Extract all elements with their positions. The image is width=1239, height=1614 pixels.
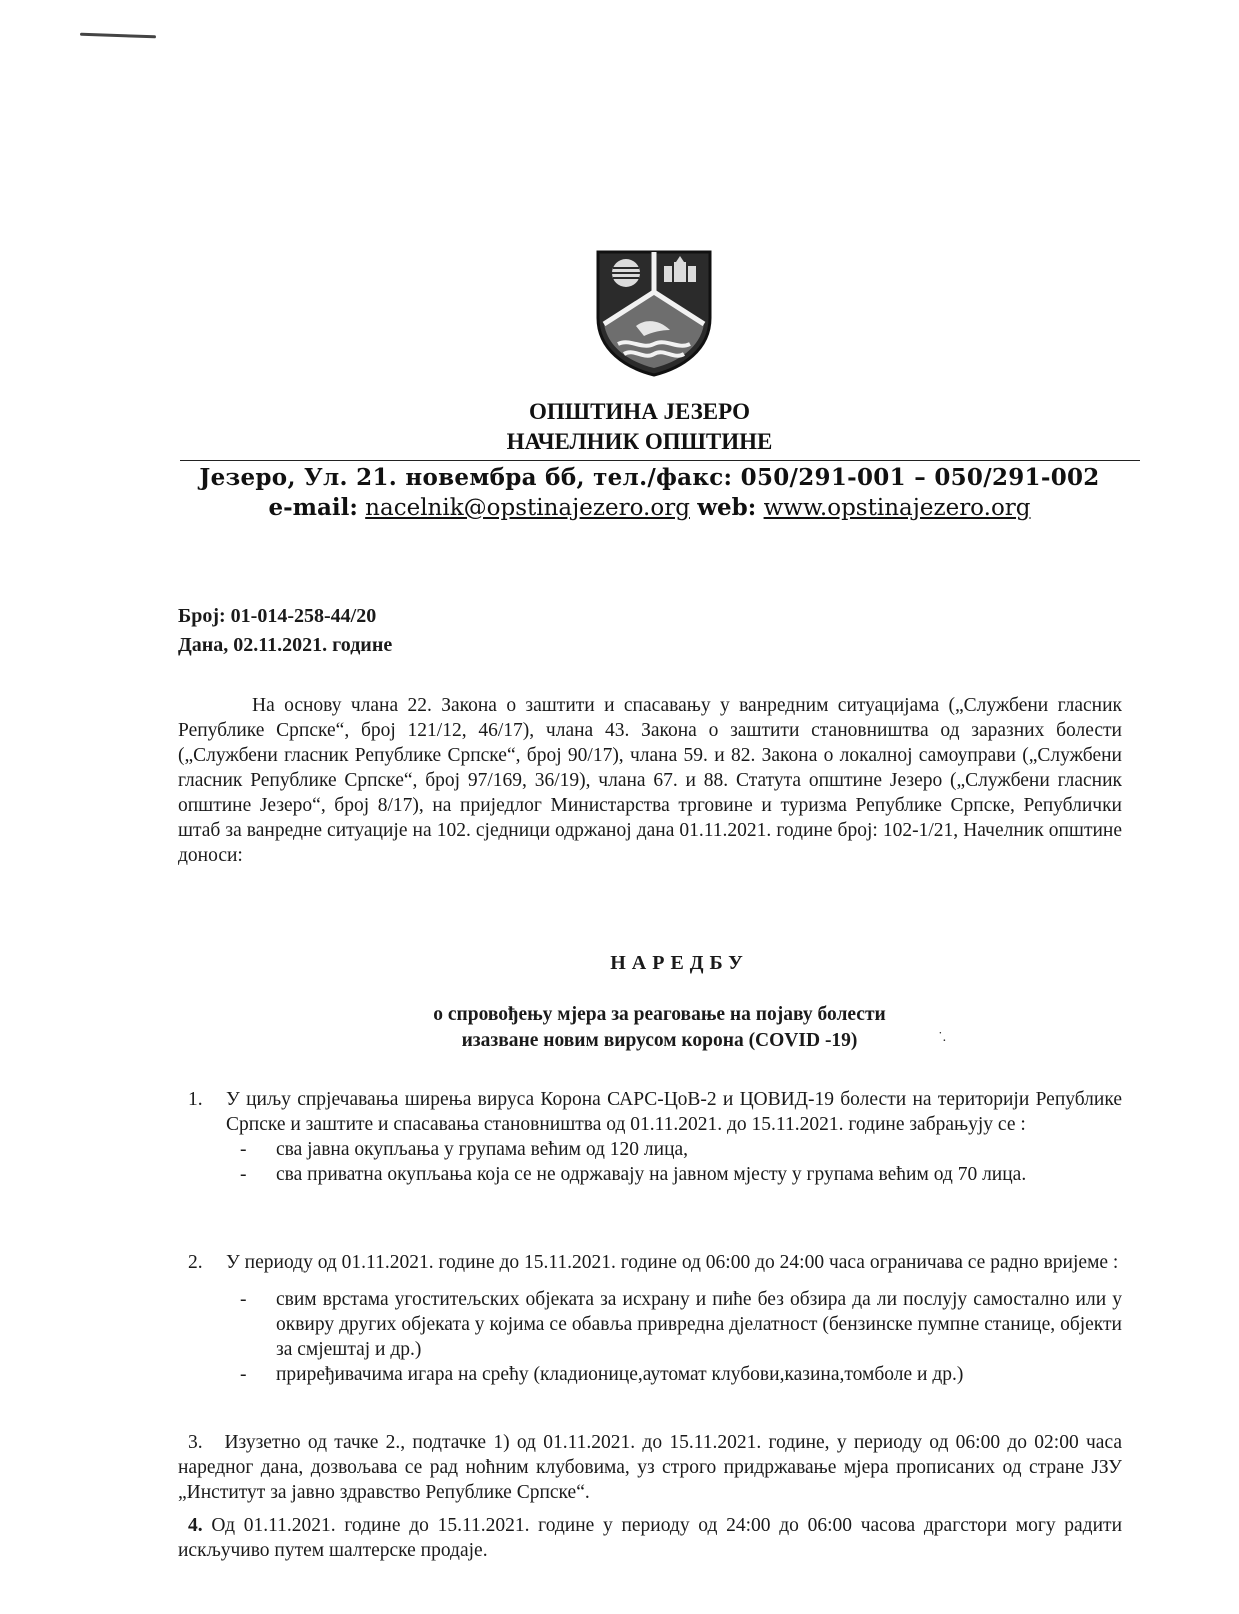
web-label: web: xyxy=(697,494,757,521)
item-bullet: - свим врстама угоститељских објеката за исхрану и пиће без обзира да ли послују самостално или у оквиру других објеката у којима се обавља привредна дјелатност (бензинске пумпне станице, објекти за смјештај и др.) xyxy=(276,1287,1122,1362)
municipality-name: ОПШТИНА ЈЕЗЕРО xyxy=(529,399,750,424)
item-text: Изузетно од тачке 2., подтачке 1) од 01.11.2021. до 15.11.2021. године, у периоду од 06:00 до 02:00 часа наредног дана, дозвољава се рад ноћним клубовима, уз строго придржавање мјера прописаних од стране ЈЗУ „Институт за јавно здравство Републике Српске“. xyxy=(178,1432,1122,1503)
order-item-2 xyxy=(178,1250,1122,1387)
item-bullet: - сва приватна окупљања која се не одржавају на јавном мјесту у групама већим од 70 лица. xyxy=(276,1162,1122,1187)
office-contacts xyxy=(0,494,1239,521)
scan-dots: ˙. xyxy=(938,1030,947,1045)
document-number: Број: 01-014-258-44/20 xyxy=(178,605,377,627)
order-title: НАРЕДБУ xyxy=(610,952,749,974)
item-number: 2. xyxy=(188,1252,203,1273)
item-text: У периоду од 01.11.2021. године до 15.11.2021. године од 06:00 до 24:00 часа ограничава се радно вријеме : xyxy=(226,1252,1119,1273)
item-number: 3. xyxy=(188,1432,203,1453)
header-divider xyxy=(180,460,1140,461)
legal-preamble: На основу члана 22. Закона о заштити и спасавању у ванредним ситуацијама („Службени гласник Републике Српске“, број 121/12, 46/17), члана 43. Закона о заштити становништва од заразних болести („Службени гласник Републике Српске“, број 90/17), члана 59. и 82. Закона о локалној самоуправи („Службени гласник Републике Српске“, број 97/169, 36/19), члана 67. и 88. Статута општине Језеро („Службени гласник општине Језеро“, број 8/17), на приједлог Министарства трговине и туризма Републике Српске, Републички штаб за ванредне ситуације на 102. сједници одржаној дана 01.11.2021. године број: 102-1/21, Начелник општине доноси: xyxy=(178,695,1122,866)
item-text: У циљу спрјечавања ширења вируса Корона САРС-ЦоВ-2 и ЦОВИД-19 болести на територији Републике Српске и заштите и спасавања становништва од 01.11.2021. до 15.11.2021. године забрањују се : xyxy=(226,1089,1122,1135)
order-subtitle-line-2: изазване новим вирусом корона (COVID -19) xyxy=(461,1030,858,1051)
email-label: e-mail: xyxy=(268,494,358,521)
web-link[interactable]: www.opstinajezero.org xyxy=(763,495,1031,521)
item-number: 1. xyxy=(188,1089,203,1110)
email-link[interactable]: nacelnik@opstinajezero.org xyxy=(365,495,690,521)
item-bullet: - приређивачима игара на срећу (кладионице,аутомат клубови,казина,томболе и др.) xyxy=(276,1362,1122,1387)
order-subtitle-line-1: о спровођењу мјера за реаговање на појаву болести xyxy=(433,1004,886,1025)
order-item-3 xyxy=(178,1430,1122,1505)
office-address: Језеро, Ул. 21. новембра бб, тел./факс: 050/291-001 – 050/291-002 xyxy=(199,464,1100,491)
item-number: 4. xyxy=(188,1515,203,1536)
document-date: Дана, 02.11.2021. године xyxy=(178,634,393,656)
municipality-coat-of-arms-icon xyxy=(594,248,714,378)
order-item-1 xyxy=(178,1087,1122,1187)
scan-artifact-mark xyxy=(80,33,156,39)
order-item-4 xyxy=(178,1513,1122,1563)
office-title: НАЧЕЛНИК ОПШТИНЕ xyxy=(506,429,773,454)
item-bullet: - сва јавна окупљања у групама већим од 120 лица, xyxy=(276,1137,1122,1162)
item-text: Од 01.11.2021. године до 15.11.2021. године у периоду од 24:00 до 06:00 часова драгстори могу радити искључиво путем шалтерске продаје. xyxy=(178,1515,1123,1561)
